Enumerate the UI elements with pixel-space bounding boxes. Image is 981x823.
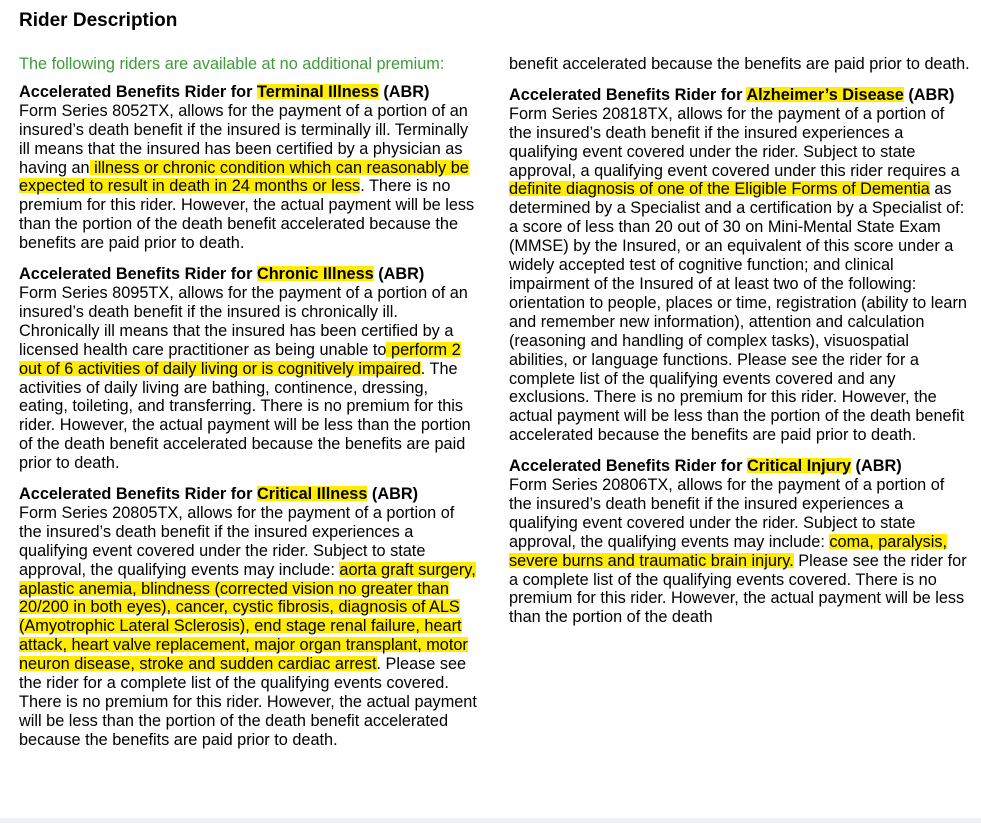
body-highlight: definite diagnosis of one of the Eligible Forms of Dementia <box>509 180 930 199</box>
body-highlight: coma, paralysis, severe burns and traumatic brain injury. <box>509 532 948 570</box>
rider-body <box>19 284 481 473</box>
body-text: Please see the rider for a complete list of the qualifying events covered. There is no premium for this rider. However, the actual payment will be less than the portion of the death <box>509 551 967 627</box>
heading-prefix: Accelerated Benefits Rider for <box>19 485 257 504</box>
heading-highlight: Chronic Illness <box>256 265 374 284</box>
body-text: Form Series 20818TX, allows for the payment of a portion of the insured’s death benefit if the insured experiences a qualifying event covered under the rider. Subject to state approval, a qualifying event covered under this rider requires a <box>509 104 960 180</box>
rider-alzheimers-disease <box>509 86 971 445</box>
left-column <box>19 55 481 762</box>
rider-body <box>19 102 481 253</box>
heading-suffix: (ABR) <box>851 457 902 476</box>
heading-prefix: Accelerated Benefits Rider for <box>509 85 747 104</box>
rider-body <box>509 86 971 445</box>
rider-body <box>19 504 481 750</box>
heading-prefix: Accelerated Benefits Rider for <box>509 457 747 476</box>
body-text: Form Series 20805TX, allows for the payment of a portion of the insured’s death benefit if the insured experiences a qualifying event covered under the rider. Subject to state approval, the qualifying events may include: <box>19 503 455 579</box>
rider-chronic-illness <box>19 265 481 473</box>
continued-text <box>509 55 971 74</box>
heading-highlight: Critical Injury <box>746 457 852 476</box>
continuation-text: benefit accelerated because the benefits are paid prior to death. <box>509 55 970 73</box>
body-highlight: perform 2 out of 6 activities of daily living or is cognitively impaired <box>19 340 461 378</box>
body-text: Form Series 20806TX, allows for the payment of a portion of the insured’s death benefit if the insured experiences a qualifying event covered under the rider. Subject to state approval, the qualifying events may include: <box>509 476 945 551</box>
heading-highlight: Alzheimer’s Disease <box>746 85 904 104</box>
heading-prefix: Accelerated Benefits Rider for <box>19 265 257 284</box>
rider-heading <box>19 485 481 504</box>
heading-suffix: (ABR) <box>378 82 430 101</box>
rider-critical-injury <box>509 457 971 627</box>
rider-heading <box>19 265 481 284</box>
heading-highlight: Terminal Illness <box>256 82 379 101</box>
rider-terminal-illness <box>19 83 481 253</box>
rider-critical-illness <box>19 485 481 750</box>
page-title: Rider Description <box>19 10 178 31</box>
body-text: Form Series 8095TX, allows for the payment of a portion of an insured’s death benefit if the insured is chronically ill. Chronically ill means that the insured has been certified by a licensed health care practitioner as being unable to <box>19 283 468 359</box>
body-text: Form Series 8052TX, allows for the payment of a portion of an insured’s death benefit if the insured is terminally ill. Terminally ill means that the insured has been certified by a physician as having an <box>19 101 469 177</box>
rider-heading <box>19 83 481 102</box>
heading-suffix: (ABR) <box>367 485 419 504</box>
rider-heading <box>509 457 971 476</box>
heading-highlight: Critical Illness <box>256 485 368 504</box>
heading-suffix: (ABR) <box>903 85 955 104</box>
body-text: . There is no premium for this rider. However, the actual payment will be less than the portion of the death benefit accelerated because the benefits are paid prior to death. <box>19 177 475 253</box>
intro-text: The following riders are available at no additional premium: <box>19 55 445 73</box>
right-column <box>509 55 971 639</box>
heading-prefix: Accelerated Benefits Rider for <box>19 82 257 101</box>
body-text: . The activities of daily living are bathing, continence, dressing, eating, toileting, and transferring. There is no premium for this rider. However, the actual payment will be less than the portion of the death benefit accelerated because the benefits are paid prior to death. <box>19 359 471 473</box>
body-highlight: illness or chronic condition which can reasonably be expected to result in death in 24 months or less <box>19 158 469 196</box>
body-text: as determined by a Specialist and a certification by a Specialist of: a score of less than 20 out of 30 on Mini-Mental State Exam (MMSE) by the Insured, or an equivalent of this score under a widely accepted test of cognitive function; and clinical impairment of the Insured of at least two of the following: orientation to people, places or time, registration (ability to learn and remember new information), attention and calculation (reasoning and handling of complex tasks), visuospatial abilities, or language functions. Please see the rider for a complete list of the qualifying events covered and any exclusions. There is no premium for this rider. However, the actual payment will be less than the portion of the death benefit accelerated because the benefits are paid prior to death. <box>509 180 967 445</box>
rider-body <box>509 476 971 627</box>
body-highlight: aorta graft surgery, aplastic anemia, blindness (corrected vision no greater than 20/200 in both eyes), cancer, cystic fibrosis, diagnosis of ALS (Amyotrophic Lateral Sclerosis), end stage renal failure, heart attack, heart valve replacement, major organ transplant, motor neuron disease, stroke and sudden cardiac arrest <box>19 560 476 674</box>
heading-suffix: (ABR) <box>373 265 425 284</box>
body-text: . Please see the rider for a complete list of the qualifying events covered. There is no premium for this rider. However, the actual payment will be less than the portion of the death benefit accelerated because the benefits are paid prior to death. <box>19 655 477 749</box>
page-bottom-edge <box>0 818 981 823</box>
